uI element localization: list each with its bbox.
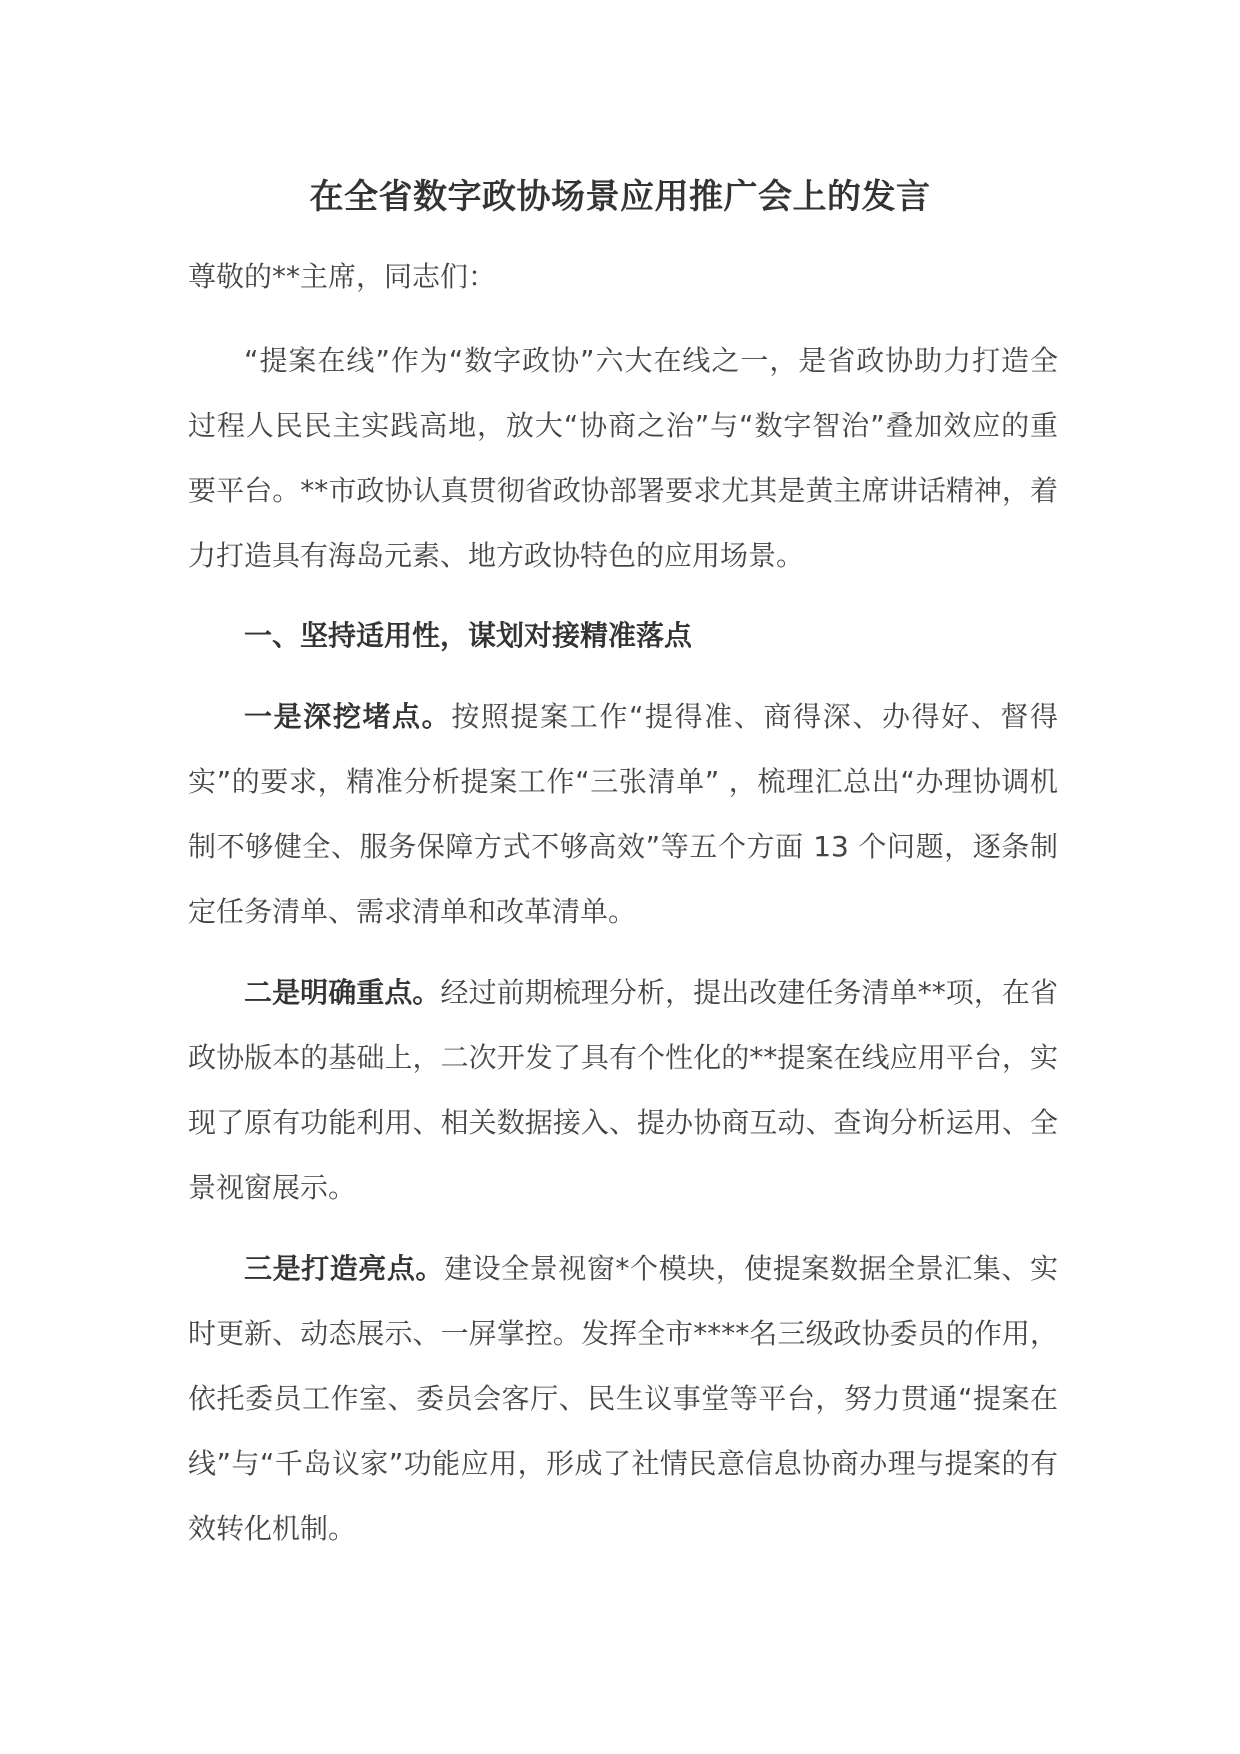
salutation: 尊敬的**主席，同志们：: [188, 260, 497, 293]
document-title: 在全省数字政协场景应用推广会上的发言: [309, 177, 931, 217]
point-text-1: 按照提案工作“提得准、商得深、办得好、督得实”的要求，精准分析提案工作“三张清单” ，梳理汇总出“办理协调机制不够健全、服务保障方式不够高效”等五个方面 13 个问题，逐条制定任务清单、需求清单和改革清单。: [188, 700, 1058, 928]
point-text-2: 经过前期梳理分析，提出改建任务清单**项，在省政协版本的基础上，二次开发了具有个性化的**提案在线应用平台，实现了原有功能利用、相关数据接入、提办协商互动、查询分析运用、全景视窗展示。: [188, 976, 1058, 1204]
point-paragraph-1: [188, 684, 1058, 944]
point-paragraph-3: [188, 1236, 1058, 1561]
point-lead-2: 二是明确重点。: [244, 976, 441, 1009]
point-lead-1: 一是深挖堵点。: [244, 700, 452, 733]
point-text-3: 建设全景视窗*个模块，使提案数据全景汇集、实时更新、动态展示、一屏掌控。发挥全市****名三级政协委员的作用，依托委员工作室、委员会客厅、民生议事堂等平台，努力贯通“提案在线”与“千岛议家”功能应用，形成了社情民意信息协商办理与提案的有效转化机制。: [188, 1252, 1058, 1545]
point-lead-3: 三是打造亮点。: [244, 1252, 444, 1285]
section-heading-1: 一、坚持适用性，谋划对接精准落点: [244, 619, 693, 652]
point-paragraph-2: [188, 960, 1058, 1220]
intro-paragraph: “提案在线”作为“数字政协”六大在线之一，是省政协助力打造全过程人民民主实践高地，放大“协商之治”与“数字智治”叠加效应的重要平台。**市政协认真贯彻省政协部署要求尤其是黄主席讲话精神，着力打造具有海岛元素、地方政协特色的应用场景。: [188, 344, 1058, 572]
